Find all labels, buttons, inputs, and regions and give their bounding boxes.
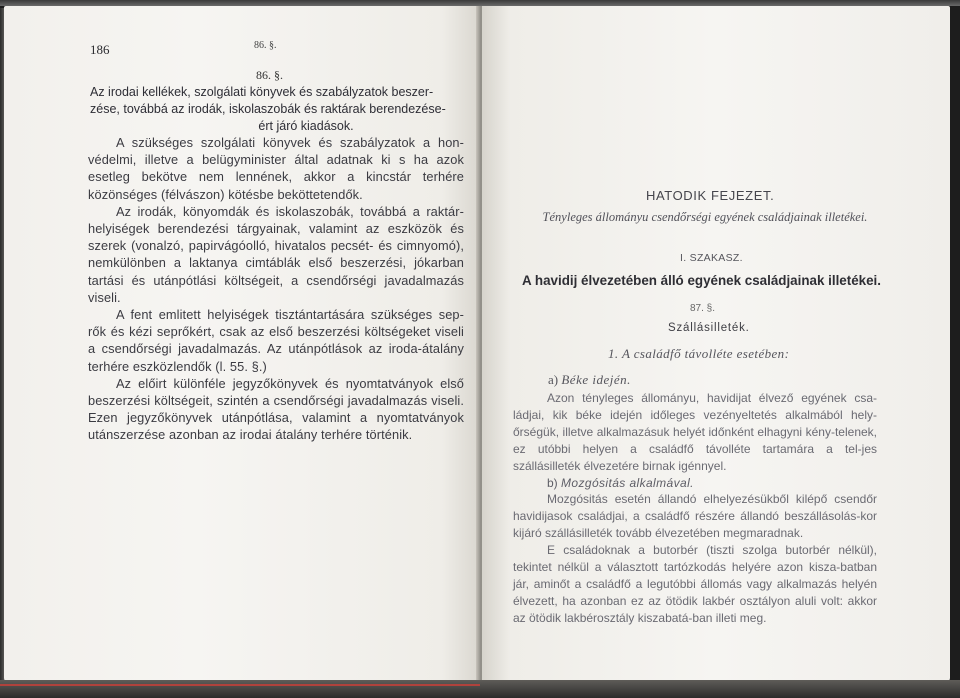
page-number: 186 — [90, 42, 110, 57]
left-body-text — [88, 134, 464, 444]
item-b-label: b) — [547, 475, 558, 490]
left-page — [4, 6, 480, 682]
scan-edge-bottom — [0, 680, 960, 698]
part-label: I. SZAKASZ. — [680, 252, 743, 264]
heading-line-1: Az irodai kellékek, szolgálati könyvek és szabályzatok beszer- — [90, 85, 434, 99]
part-heading: A havidij élvezetében álló egyének családjainak illetékei. — [522, 273, 881, 288]
section-heading — [90, 84, 462, 135]
page-edge-line — [0, 684, 480, 686]
chapter-subtitle: Tényleges állományu csendőrségi egyének családjainak illetékei. — [542, 210, 868, 224]
right-body-text — [513, 390, 877, 627]
chapter-title: HATODIK FEJEZET. — [646, 188, 775, 203]
paragraph: E családoknak a butorbér (tiszti szolga butorbér nélkül), tekintet nélkül a választott tartózkodás helyére azon kisza-batban jár, aminőt a családfő a legutóbbi állomás vagy alkalmazás helyén élvezett, ha azonban ez az ötödik lakbér osztályon aluli volt: akkor az ötödik lakbérosztály kiszabatá-ban illeti meg. — [513, 543, 877, 625]
running-section: 86. §. — [254, 40, 277, 51]
section-number: 87. §. — [690, 303, 716, 314]
item-a-title: Béke idején. — [561, 372, 631, 387]
subheading: 1. A családfő távollétе esetében: — [608, 346, 790, 361]
paragraph: A fent emlitett helyiségek tisztántartására szükséges sep-rők és kézi seprőkért, csak az első beszerzési költségeket viseli a csendőrségi javadalmazás. Az utánpótlások az iroda-átalány terhére eszközlendők (l. 55. §.) — [88, 307, 464, 374]
paragraph: A szükséges szolgálati könyvek és szabályzatok a hon-védelmi, illetve a belügyminister által adatnak ki s ha azok esetleg bekötve nem lennének, akkor a kincstár terhére közönséges (félvászon) kötésbe beköttetendők. — [88, 135, 464, 202]
item-a-label: a) — [548, 372, 559, 387]
paragraph: Azon tényleges állományu, havidijat élvező egyének csa-ládjai, kik béke idején időleges vezényeltetés alkalmából hely-őrségük, illetve alkalmazásuk helyét időnként elhagyni kény-telenek, ez utóbbi helyen a családfő távollétе tartamára a tel-jes szállásilleték élvezetére birnak igénnyel. — [513, 391, 877, 473]
heading-line-2: zése, továbbá az irodák, iskolaszobák és raktárak berendezése- — [90, 102, 446, 116]
item-b-heading — [513, 475, 877, 492]
heading-line-3: ért járó kiadások. — [258, 119, 354, 133]
paragraph: Mozgósitás esetén állandó elhelyezésükből kilépő csendőr havidijasok családjai, a családfő részére állandó beszállásolás-kor kijáró szállásilleték tovább élvezetében megmaradnak. — [513, 492, 877, 541]
section-title: Szállásilleték. — [668, 322, 750, 334]
item-a-heading — [548, 372, 631, 388]
paragraph: Az irodák, könyomdák és iskolaszobák, továbbá a raktár-helyiségek berendezési tárgyainak, valamint az eszközök és szerek (vonalzó, papirvágóolló, hivatalos pecsét- és cimnyomó), nemkülönben a laktanya cimtáblák első beszerzési, jókarban tartási és utánpótlási költségeit, a csendőrségi javadalmazás viseli. — [88, 203, 464, 305]
section-number: 86. §. — [256, 68, 283, 82]
paragraph: Az előirt különféle jegyzőkönyvek és nyomtatványok első beszerzési költségeit, szintén a csendőrségi javadalmazás viseli. Ezen jegyzőkönyvek utánpótlása, valamint a nyomtatványok utánszerzése azonban az irodai átalány terhére történik. — [88, 375, 464, 443]
item-b-title: Mozgósitás alkalmával. — [561, 475, 694, 490]
